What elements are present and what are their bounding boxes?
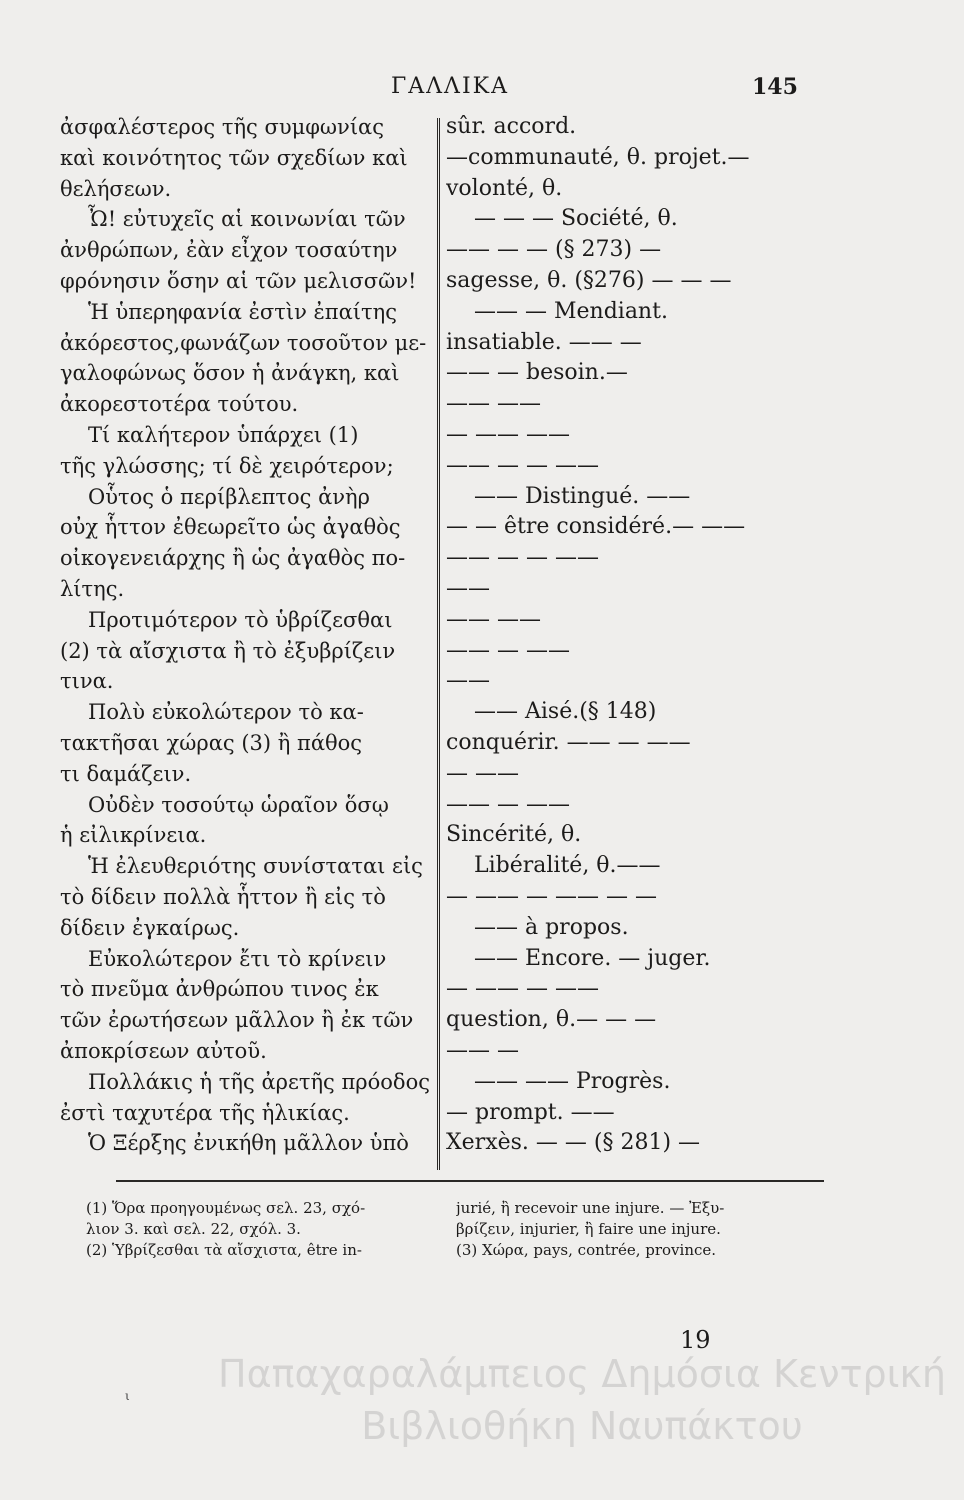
- french-text-line: — prompt. ——: [446, 1099, 615, 1125]
- greek-text-line: τῆς γλώσσης; τί δὲ χειρότερον;: [60, 453, 394, 478]
- greek-text-line: Εὐκολώτερον ἔτι τὸ κρίνειν: [88, 946, 387, 971]
- french-text-line: —— — Mendiant.: [474, 298, 668, 324]
- greek-text-line: τὸ δίδειν πολλὰ ἧττον ἢ εἰς τὸ: [60, 884, 386, 909]
- french-text-column: [446, 112, 816, 1159]
- greek-text-line: (2) τὰ αἴσχιστα ἢ τὸ ἐξυβρίζειν: [60, 638, 396, 663]
- french-text-line: Xerxès. — — (§ 281) —: [446, 1130, 701, 1156]
- french-text-line: —— — — (§ 273) —: [446, 237, 662, 263]
- ink-speck: ι: [125, 1389, 130, 1403]
- greek-text-line: οὐχ ἧττον ἐθεωρεῖτο ὡς ἀγαθὸς: [60, 515, 401, 540]
- french-text-line: question, θ.— — —: [446, 1007, 657, 1033]
- library-watermark: [200, 1348, 964, 1452]
- greek-text-line: τινα.: [60, 669, 114, 694]
- greek-text-line: Τί καλήτερον ὑπάρχει (1): [88, 422, 359, 447]
- greek-text-line: ἀνθρώπων, ἐὰν εἶχον τοσαύτην: [60, 238, 398, 263]
- french-text-line: —— — ——: [446, 791, 570, 817]
- greek-text-line: καὶ κοινότητος τῶν σχεδίων καὶ: [60, 145, 408, 170]
- running-head-title: ΓΑΛΛΙΚΑ: [391, 74, 509, 99]
- french-text-line: —communauté, θ. projet.—: [446, 144, 750, 170]
- greek-text-line: Ὁ Ξέρξης ἐνικήθη μᾶλλον ὑπὸ: [88, 1131, 409, 1156]
- french-text-line: — ——: [446, 760, 519, 786]
- footnote-rule: [116, 1180, 824, 1182]
- french-text-line: —— ——: [446, 606, 541, 632]
- greek-text-line: Ἡ ὑπερηφανία ἐστὶν ἐπαίτης: [88, 299, 397, 324]
- french-text-line: ——: [446, 668, 490, 694]
- signature-mark: 19: [680, 1326, 711, 1354]
- greek-text-line: Πολὺ εὐκολώτερον τὸ κα-: [88, 700, 364, 725]
- footnote-line: (2) Ὑβρίζεσθαι τὰ αἴσχιστα, être in-: [86, 1241, 362, 1259]
- greek-text-line: γαλοφώνως ὅσον ἡ ἀνάγκη, καὶ: [60, 361, 400, 386]
- greek-text-line: τὸ πνεῦμα ἀνθρώπου τινος ἐκ: [60, 977, 379, 1002]
- french-text-line: — — être considéré.— ——: [446, 514, 746, 540]
- greek-text-line: ἐστὶ ταχυτέρα τῆς ἡλικίας.: [60, 1100, 350, 1125]
- french-text-line: —— à propos.: [474, 914, 629, 940]
- french-text-line: ——: [446, 575, 490, 601]
- footnote-line: (3) Χώρα, pays, contrée, province.: [456, 1241, 717, 1259]
- footnote-line: βρίζειν, injurier, ἢ faire une injure.: [456, 1220, 721, 1238]
- greek-text-line: Προτιμότερον τὸ ὑβρίζεσθαι: [88, 607, 393, 632]
- french-text-line: — — — Société, θ.: [474, 206, 678, 232]
- french-text-line: —— — ——: [446, 637, 570, 663]
- greek-text-column: [60, 112, 432, 1159]
- page-number: 145: [752, 74, 798, 100]
- greek-text-line: Οὗτος ὁ περίβλεπτος ἀνὴρ: [88, 484, 370, 509]
- french-text-line: —— ——: [446, 391, 541, 417]
- french-text-line: —— —: [446, 1037, 519, 1063]
- french-text-line: — —— — ——: [446, 976, 599, 1002]
- footnote-line: jurié, ἢ recevoir une injure. — Ἐξυ-: [456, 1199, 725, 1217]
- footnotes-left: [86, 1198, 446, 1261]
- greek-text-line: ἀκόρεστος,φωνάζων τοσοῦτον με-: [60, 330, 427, 355]
- french-text-line: —— —— Progrès.: [474, 1068, 671, 1094]
- greek-text-line: τι δαμάζειν.: [60, 761, 192, 786]
- french-text-line: conquérir. —— — ——: [446, 729, 691, 755]
- french-text-line: —— — — ——: [446, 452, 599, 478]
- french-text-line: —— — — ——: [446, 545, 599, 571]
- footnotes-right: [456, 1198, 826, 1261]
- french-text-line: —— Encore. — juger.: [474, 945, 711, 971]
- french-text-line: — —— — —— — —: [446, 883, 657, 909]
- french-text-line: Libéralité, θ.——: [474, 853, 661, 879]
- french-text-line: —— Distingué. ——: [474, 483, 691, 509]
- greek-text-line: ἀσφαλέστερος τῆς συμφωνίας: [60, 115, 385, 139]
- french-text-line: volonté, θ.: [446, 175, 563, 201]
- french-text-line: insatiable. —— —: [446, 329, 642, 355]
- greek-text-line: οἰκογενειάρχης ἢ ὡς ἀγαθὸς πο-: [60, 546, 406, 571]
- footnote-line: (1) Ὅρα προηγουμένως σελ. 23, σχό-: [86, 1199, 366, 1217]
- footnote-line: λιον 3. καὶ σελ. 22, σχόλ. 3.: [86, 1220, 301, 1238]
- greek-text-line: ἀποκρίσεων αὐτοῦ.: [60, 1038, 267, 1063]
- greek-text-line: λίτης.: [60, 576, 125, 601]
- greek-text-line: θελήσεων.: [60, 176, 172, 201]
- greek-text-line: δίδειν ἐγκαίρως.: [60, 915, 240, 940]
- french-text-line: Sincérité, θ.: [446, 822, 582, 848]
- greek-text-line: ἀκορεστοτέρα τούτου.: [60, 392, 299, 417]
- greek-text-line: Ἡ ἐλευθεριότης συνίσταται εἰς: [88, 854, 423, 879]
- greek-text-line: τῶν ἐρωτήσεων μᾶλλον ἢ ἐκ τῶν: [60, 1008, 414, 1033]
- greek-text-line: τακτῆσαι χώρας (3) ἢ πάθος: [60, 730, 363, 755]
- watermark-line-1: Παπαχαραλάμπειος Δημόσια Κεντρική: [218, 1352, 946, 1396]
- greek-text-line: Πολλάκις ἡ τῆς ἀρετῆς πρόοδος: [88, 1069, 430, 1094]
- column-divider: [437, 118, 440, 1170]
- greek-text-line: ἡ εἰλικρίνεια.: [60, 823, 207, 848]
- french-text-line: sagesse, θ. (§276) — — —: [446, 267, 732, 293]
- french-text-line: — —— ——: [446, 421, 570, 447]
- french-text-line: —— — besoin.—: [446, 360, 628, 386]
- watermark-line-2: Βιβλιοθήκη Ναυπάκτου: [361, 1404, 803, 1448]
- greek-text-line: φρόνησιν ὅσην αἱ τῶν μελισσῶν!: [60, 268, 417, 293]
- greek-text-line: Οὐδὲν τοσούτῳ ὡραῖον ὅσῳ: [88, 792, 389, 817]
- greek-text-line: Ὦ! εὐτυχεῖς αἱ κοινωνίαι τῶν: [88, 207, 406, 232]
- french-text-line: —— Aisé.(§ 148): [474, 699, 657, 725]
- french-text-line: sûr. accord.: [446, 114, 577, 139]
